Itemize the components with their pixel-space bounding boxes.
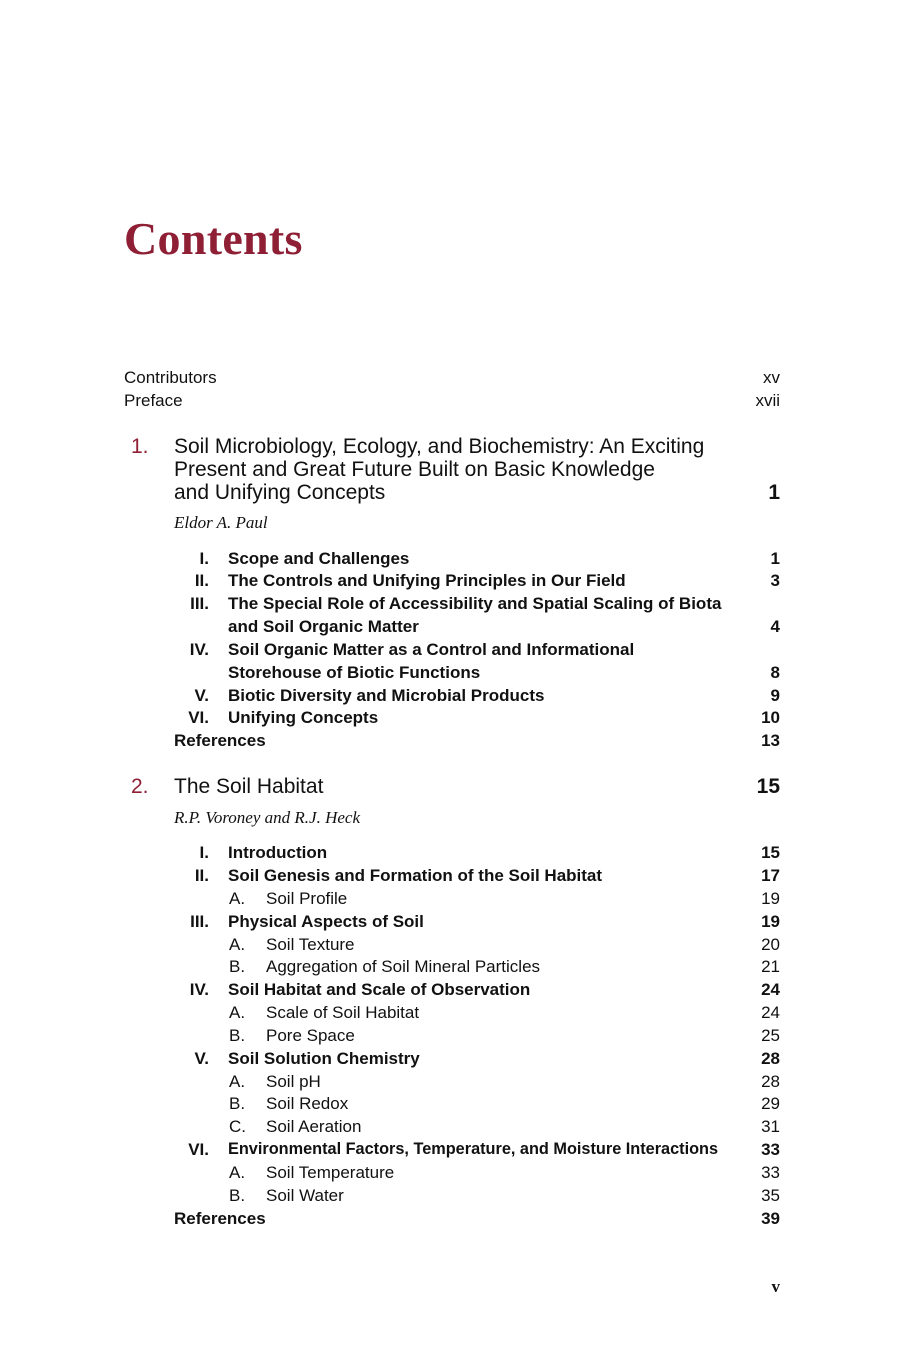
subsection-entry[interactable] — [0, 887, 900, 910]
section-entry[interactable] — [0, 706, 900, 729]
subsection-letter: A. — [229, 889, 246, 908]
page-folio: v — [771, 1277, 780, 1296]
references-entry[interactable] — [0, 729, 900, 752]
page-title: Contents — [124, 213, 303, 264]
subsection-entry[interactable] — [0, 1184, 900, 1207]
section-title: Physical Aspects of Soil — [228, 912, 424, 931]
section-number: V. — [194, 686, 209, 705]
section-title: Biotic Diversity and Microbial Products — [228, 686, 545, 705]
subsection-title: Scale of Soil Habitat — [266, 1003, 420, 1022]
chapter-heading-cont[interactable] — [0, 481, 900, 505]
section-entry[interactable] — [0, 1047, 900, 1070]
section-number: V. — [194, 1049, 209, 1068]
section-entry[interactable] — [0, 547, 900, 570]
subsection-title: Soil Profile — [266, 889, 348, 908]
section-entry[interactable] — [0, 910, 900, 933]
section-number: IV. — [189, 640, 209, 659]
subsection-page: 25 — [761, 1026, 780, 1045]
subsection-title: Soil Water — [266, 1186, 344, 1205]
references-label: References — [174, 1209, 266, 1228]
subsection-page: 20 — [761, 935, 780, 954]
section-entry[interactable] — [0, 684, 900, 707]
references-page: 39 — [761, 1209, 780, 1228]
section-entry[interactable] — [0, 864, 900, 887]
section-number: I. — [199, 549, 209, 568]
section-page: 17 — [761, 866, 780, 885]
subsection-letter: A. — [229, 935, 246, 954]
chapter-author: R.P. Voroney and R.J. Heck — [174, 808, 360, 827]
section-title: The Controls and Unifying Principles in Our Field — [228, 571, 626, 590]
section-page: 19 — [761, 912, 780, 931]
toc-entry-contributors[interactable] — [0, 366, 900, 389]
chapter-heading[interactable] — [0, 775, 900, 799]
chapter-number: 2. — [131, 775, 149, 798]
section-title: Soil Solution Chemistry — [228, 1049, 420, 1068]
chapter-author: Eldor A. Paul — [174, 513, 268, 532]
subsection-page: 28 — [761, 1072, 780, 1091]
subsection-letter: A. — [229, 1072, 246, 1091]
subsection-page: 29 — [761, 1094, 780, 1113]
section-page: 4 — [770, 617, 780, 636]
section-title: Introduction — [228, 843, 328, 862]
entry-label: Contributors — [124, 368, 217, 387]
subsection-letter: A. — [229, 1003, 246, 1022]
subsection-entry[interactable] — [0, 1024, 900, 1047]
subsection-title: Soil Aeration — [266, 1117, 362, 1136]
section-number: IV. — [189, 980, 209, 999]
section-title: Storehouse of Biotic Functions — [228, 663, 481, 682]
subsection-letter: A. — [229, 1163, 246, 1182]
subsection-title: Soil Temperature — [266, 1163, 395, 1182]
chapter-heading[interactable] — [0, 435, 900, 459]
chapter-title-line: and Unifying Concepts — [174, 481, 386, 504]
chapter-page: 15 — [756, 775, 780, 798]
subsection-title: Soil pH — [266, 1072, 321, 1091]
subsection-entry[interactable] — [0, 933, 900, 956]
chapter-number: 1. — [131, 435, 149, 458]
toc-entry-preface[interactable] — [0, 389, 900, 412]
section-number: III. — [190, 594, 209, 613]
section-number: VI. — [188, 708, 209, 727]
section-title: The Special Role of Accessibility and Spatial Scaling of Biota — [228, 594, 722, 613]
subsection-page: 33 — [761, 1163, 780, 1182]
entry-page: xvii — [755, 391, 780, 410]
section-entry[interactable] — [0, 841, 900, 864]
section-number: II. — [194, 866, 209, 885]
entry-label: Preface — [124, 391, 183, 410]
section-entry[interactable] — [0, 1138, 900, 1161]
section-number: VI. — [188, 1140, 209, 1159]
chapter-heading-cont[interactable] — [0, 458, 900, 482]
section-page: 9 — [770, 686, 780, 705]
section-entry[interactable] — [0, 638, 900, 661]
subsection-entry[interactable] — [0, 1001, 900, 1024]
section-page: 28 — [761, 1049, 780, 1068]
subsection-title: Soil Redox — [266, 1094, 349, 1113]
references-label: References — [174, 731, 266, 750]
subsection-entry[interactable] — [0, 955, 900, 978]
subsection-page: 21 — [761, 957, 780, 976]
subsection-entry[interactable] — [0, 1092, 900, 1115]
section-entry[interactable] — [0, 569, 900, 592]
subsection-letter: B. — [229, 1026, 246, 1045]
chapter-title-line: The Soil Habitat — [174, 775, 324, 798]
subsection-entry[interactable] — [0, 1161, 900, 1184]
entry-page: xv — [763, 368, 780, 387]
section-number: I. — [199, 843, 209, 862]
chapter-author-row — [0, 511, 900, 534]
subsection-letter: C. — [229, 1117, 246, 1136]
subsection-letter: B. — [229, 957, 246, 976]
chapter-page: 1 — [768, 481, 780, 504]
references-entry[interactable] — [0, 1207, 900, 1230]
section-number: III. — [190, 912, 209, 931]
section-page: 33 — [761, 1140, 780, 1159]
chapter-author-row — [0, 806, 900, 829]
section-title: Soil Organic Matter as a Control and Informational — [228, 640, 635, 659]
section-entry-cont[interactable] — [0, 661, 900, 684]
chapter-title-line: Present and Great Future Built on Basic Knowledge — [174, 458, 655, 481]
subsection-title: Soil Texture — [266, 935, 355, 954]
section-entry[interactable] — [0, 592, 900, 615]
subsection-page: 19 — [761, 889, 780, 908]
section-title: Soil Genesis and Formation of the Soil Habitat — [228, 866, 603, 885]
section-page: 10 — [761, 708, 780, 727]
subsection-letter: B. — [229, 1186, 246, 1205]
section-title: Unifying Concepts — [228, 708, 379, 727]
section-page: 1 — [770, 549, 780, 568]
section-title: Soil Habitat and Scale of Observation — [228, 980, 531, 999]
subsection-letter: B. — [229, 1094, 246, 1113]
section-page: 15 — [761, 843, 780, 862]
chapter-title-line: Soil Microbiology, Ecology, and Biochemistry: An Exciting — [174, 435, 705, 458]
section-page: 3 — [770, 571, 780, 590]
section-title: Environmental Factors, Temperature, and Moisture Interactions — [228, 1140, 719, 1158]
section-entry[interactable] — [0, 978, 900, 1001]
subsection-entry[interactable] — [0, 1115, 900, 1138]
section-entry-cont[interactable] — [0, 615, 900, 638]
subsection-title: Aggregation of Soil Mineral Particles — [266, 957, 541, 976]
subsection-title: Pore Space — [266, 1026, 355, 1045]
references-page: 13 — [761, 731, 780, 750]
section-title: and Soil Organic Matter — [228, 617, 419, 636]
section-page: 24 — [761, 980, 780, 999]
section-title: Scope and Challenges — [228, 549, 410, 568]
subsection-page: 31 — [761, 1117, 780, 1136]
section-page: 8 — [770, 663, 780, 682]
subsection-page: 35 — [761, 1186, 780, 1205]
subsection-entry[interactable] — [0, 1070, 900, 1093]
section-number: II. — [194, 571, 209, 590]
subsection-page: 24 — [761, 1003, 780, 1022]
